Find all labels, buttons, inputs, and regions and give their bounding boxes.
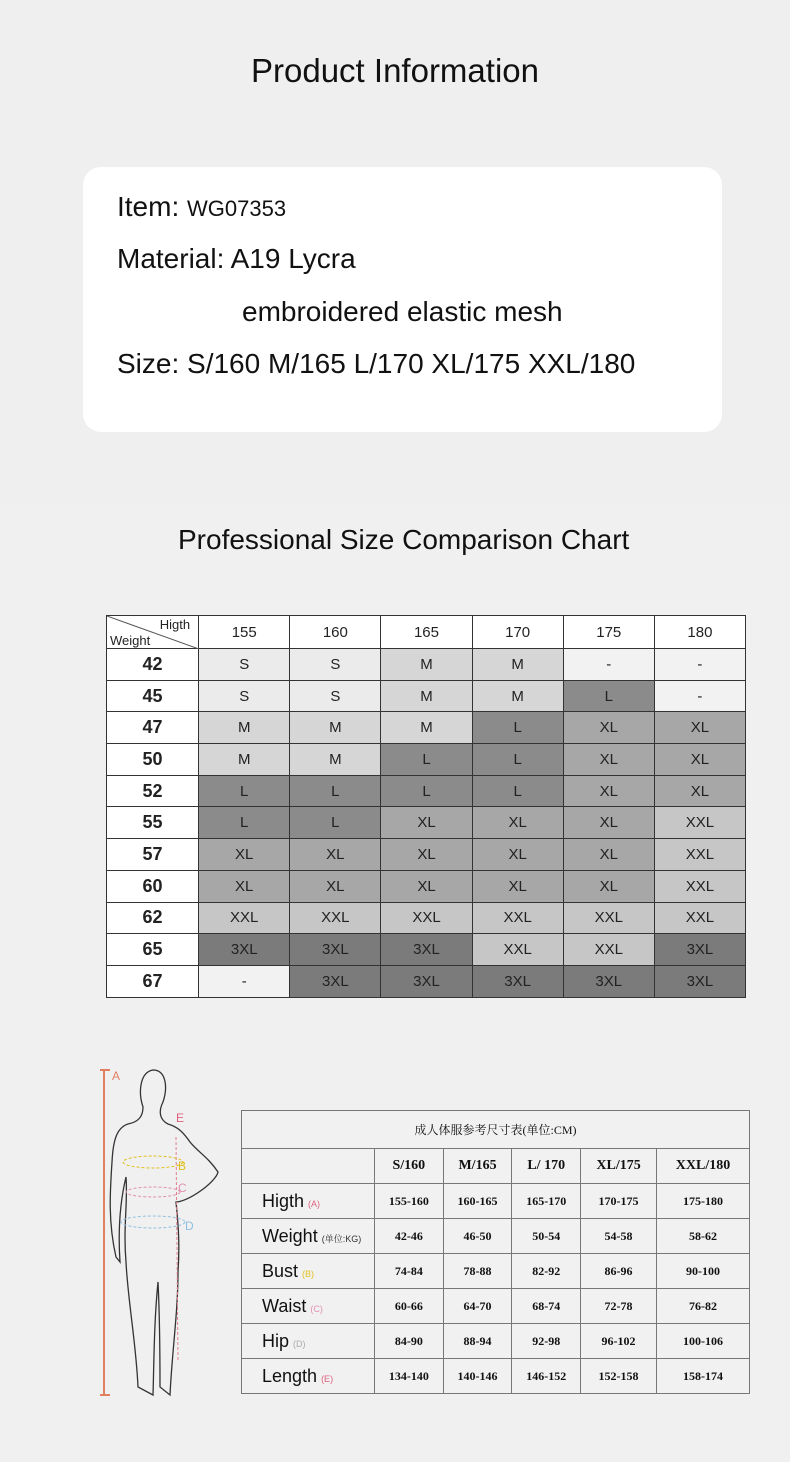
size-header: XL/175 — [581, 1149, 657, 1184]
measurement-cell: 134-140 — [375, 1359, 444, 1394]
size-header: M/165 — [443, 1149, 512, 1184]
size-cell: - — [563, 649, 654, 681]
size-cell: XL — [563, 712, 654, 744]
measurement-cell: 82-92 — [512, 1254, 581, 1289]
height-header: 175 — [563, 616, 654, 649]
table-row — [242, 1184, 750, 1219]
table-row — [107, 870, 746, 902]
material-value-2: embroidered elastic mesh — [242, 296, 563, 327]
measurement-cell: 146-152 — [512, 1359, 581, 1394]
table-row — [242, 1359, 750, 1394]
measurement-cell: 90-100 — [657, 1254, 750, 1289]
size-header: S/160 — [375, 1149, 444, 1184]
size-cell: XXL — [563, 902, 654, 934]
measurement-cell: 46-50 — [443, 1219, 512, 1254]
table-row — [242, 1289, 750, 1324]
size-cell: M — [472, 680, 563, 712]
size-cell: M — [290, 744, 381, 776]
measurement-name: Bust — [262, 1260, 299, 1281]
page-title: Product Information — [251, 52, 539, 89]
measurement-cell: 155-160 — [375, 1184, 444, 1219]
material-value: A19 Lycra — [230, 243, 356, 274]
weight-cell: 47 — [107, 712, 199, 744]
size-cell: 3XL — [563, 965, 654, 997]
measurement-key: (D) — [293, 1338, 306, 1349]
size-cell: L — [472, 712, 563, 744]
size-cell: M — [472, 649, 563, 681]
measurement-cell: 76-82 — [657, 1289, 750, 1324]
body-measurement-figure-icon — [98, 1062, 233, 1402]
size-cell: 3XL — [654, 934, 745, 966]
size-cell: S — [199, 680, 290, 712]
size-cell: XXL — [654, 839, 745, 871]
size-cell: XXL — [381, 902, 472, 934]
size-cell: - — [654, 680, 745, 712]
table-row — [107, 712, 746, 744]
size-cell: XL — [563, 744, 654, 776]
measurement-label — [242, 1324, 375, 1359]
measurement-cell: 50-54 — [512, 1219, 581, 1254]
weight-cell: 50 — [107, 744, 199, 776]
measurement-cell: 158-174 — [657, 1359, 750, 1394]
size-cell: XL — [472, 839, 563, 871]
table-header-row — [107, 616, 746, 649]
size-cell: 3XL — [290, 934, 381, 966]
size-cell: L — [290, 775, 381, 807]
svg-text:D: D — [185, 1219, 194, 1233]
table-row — [107, 965, 746, 997]
size-cell: XXL — [472, 902, 563, 934]
size-cell: XL — [654, 775, 745, 807]
measurement-cell: 64-70 — [443, 1289, 512, 1324]
size-cell: XXL — [472, 934, 563, 966]
size-cell: - — [199, 965, 290, 997]
size-cell: M — [381, 649, 472, 681]
weight-cell: 55 — [107, 807, 199, 839]
measurement-cell: 92-98 — [512, 1324, 581, 1359]
size-cell: XL — [290, 839, 381, 871]
table-row — [242, 1254, 750, 1289]
table-row — [107, 934, 746, 966]
measurement-key: (A) — [308, 1198, 321, 1209]
size-cell: XXL — [654, 902, 745, 934]
size-cell: L — [290, 807, 381, 839]
svg-text:A: A — [112, 1069, 121, 1083]
size-cell: M — [381, 712, 472, 744]
measurement-label — [242, 1359, 375, 1394]
size-cell: XL — [381, 839, 472, 871]
measurement-cell: 152-158 — [581, 1359, 657, 1394]
weight-cell: 65 — [107, 934, 199, 966]
size-cell: XL — [199, 839, 290, 871]
measurement-cell: 86-96 — [581, 1254, 657, 1289]
table-row — [107, 902, 746, 934]
measurement-name: Length — [262, 1365, 318, 1386]
measurement-key: (B) — [302, 1268, 315, 1279]
measurement-label — [242, 1289, 375, 1324]
table-row — [107, 649, 746, 681]
size-cell: L — [199, 807, 290, 839]
size-cell: XL — [472, 870, 563, 902]
measurement-cell: 60-66 — [375, 1289, 444, 1324]
size-cell: 3XL — [654, 965, 745, 997]
size-cell: XXL — [290, 902, 381, 934]
empty-header — [242, 1149, 375, 1184]
size-cell: XL — [381, 807, 472, 839]
measurement-cell: 72-78 — [581, 1289, 657, 1324]
height-header: 165 — [381, 616, 472, 649]
size-cell: L — [472, 775, 563, 807]
item-value: WG07353 — [187, 196, 287, 221]
table-row — [107, 775, 746, 807]
size-cell: 3XL — [381, 965, 472, 997]
measurement-label — [242, 1184, 375, 1219]
measurement-cell: 42-46 — [375, 1219, 444, 1254]
measurement-cell: 165-170 — [512, 1184, 581, 1219]
weight-axis-label: Weight — [110, 633, 151, 648]
size-cell: L — [381, 775, 472, 807]
size-cell: L — [381, 744, 472, 776]
size-label: Size: — [117, 348, 180, 379]
measurement-cell: 78-88 — [443, 1254, 512, 1289]
svg-text:C: C — [178, 1181, 187, 1195]
size-cell: XL — [563, 807, 654, 839]
size-cell: L — [199, 775, 290, 807]
size-cell: XL — [199, 870, 290, 902]
table-row — [242, 1219, 750, 1254]
size-cell: XXL — [654, 870, 745, 902]
measurement-cell: 54-58 — [581, 1219, 657, 1254]
size-chart-title: Professional Size Comparison Chart — [178, 524, 630, 555]
size-cell: XXL — [654, 807, 745, 839]
table-row — [242, 1324, 750, 1359]
material-label: Material: — [117, 243, 225, 274]
measurement-cell: 84-90 — [375, 1324, 444, 1359]
measurement-cell: 175-180 — [657, 1184, 750, 1219]
size-cell: - — [654, 649, 745, 681]
item-label: Item: — [117, 191, 180, 222]
measurement-name: Hip — [262, 1330, 290, 1351]
measurement-cell: 160-165 — [443, 1184, 512, 1219]
size-cell: XL — [381, 870, 472, 902]
size-cell: XL — [563, 870, 654, 902]
measurement-name: Weight — [262, 1225, 318, 1246]
svg-text:B: B — [178, 1159, 187, 1173]
size-header: L/ 170 — [512, 1149, 581, 1184]
size-comparison-table — [106, 615, 746, 998]
table-caption: 成人体服参考尺寸表(单位:CM) — [242, 1111, 750, 1149]
size-cell: XL — [563, 775, 654, 807]
size-cell: L — [472, 744, 563, 776]
size-header: XXL/180 — [657, 1149, 750, 1184]
size-cell: XL — [563, 839, 654, 871]
measurement-key: (单位:KG) — [321, 1233, 362, 1244]
weight-cell: 42 — [107, 649, 199, 681]
weight-cell: 67 — [107, 965, 199, 997]
table-row — [107, 807, 746, 839]
size-cell: 3XL — [290, 965, 381, 997]
size-cell: S — [290, 649, 381, 681]
size-cell: XL — [654, 712, 745, 744]
measurement-key: (E) — [321, 1373, 334, 1384]
size-cell: M — [381, 680, 472, 712]
svg-text:E: E — [176, 1111, 185, 1125]
measurement-cell: 88-94 — [443, 1324, 512, 1359]
measurement-key: (C) — [310, 1303, 323, 1314]
size-cell: M — [199, 712, 290, 744]
size-cell: XXL — [199, 902, 290, 934]
body-measurement-table — [241, 1110, 750, 1394]
table-row — [107, 839, 746, 871]
table-row — [107, 680, 746, 712]
height-header: 180 — [654, 616, 745, 649]
weight-cell: 57 — [107, 839, 199, 871]
weight-cell: 52 — [107, 775, 199, 807]
measurement-cell: 96-102 — [581, 1324, 657, 1359]
size-cell: 3XL — [381, 934, 472, 966]
size-cell: M — [290, 712, 381, 744]
corner-cell — [107, 616, 199, 649]
size-cell: S — [199, 649, 290, 681]
size-cell: L — [563, 680, 654, 712]
size-cell: XL — [472, 807, 563, 839]
measurement-cell: 58-62 — [657, 1219, 750, 1254]
size-cell: XXL — [563, 934, 654, 966]
size-value: S/160 M/165 L/170 XL/175 XXL/180 — [187, 348, 636, 379]
size-cell: S — [290, 680, 381, 712]
product-info-card — [83, 167, 722, 432]
weight-cell: 45 — [107, 680, 199, 712]
size-cell: 3XL — [199, 934, 290, 966]
measurement-cell: 170-175 — [581, 1184, 657, 1219]
measurement-label — [242, 1219, 375, 1254]
table-header-row — [242, 1149, 750, 1184]
measurement-cell: 100-106 — [657, 1324, 750, 1359]
size-cell: XL — [654, 744, 745, 776]
height-header: 170 — [472, 616, 563, 649]
measurement-cell: 68-74 — [512, 1289, 581, 1324]
height-header: 160 — [290, 616, 381, 649]
measurement-cell: 74-84 — [375, 1254, 444, 1289]
measurement-name: Waist — [262, 1295, 307, 1316]
size-cell: 3XL — [472, 965, 563, 997]
table-row — [107, 744, 746, 776]
measurement-label — [242, 1254, 375, 1289]
weight-cell: 60 — [107, 870, 199, 902]
measurement-name: Higth — [262, 1190, 305, 1211]
height-header: 155 — [199, 616, 290, 649]
measurement-cell: 140-146 — [443, 1359, 512, 1394]
size-cell: M — [199, 744, 290, 776]
weight-cell: 62 — [107, 902, 199, 934]
height-axis-label: Higth — [159, 617, 191, 632]
size-cell: XL — [290, 870, 381, 902]
